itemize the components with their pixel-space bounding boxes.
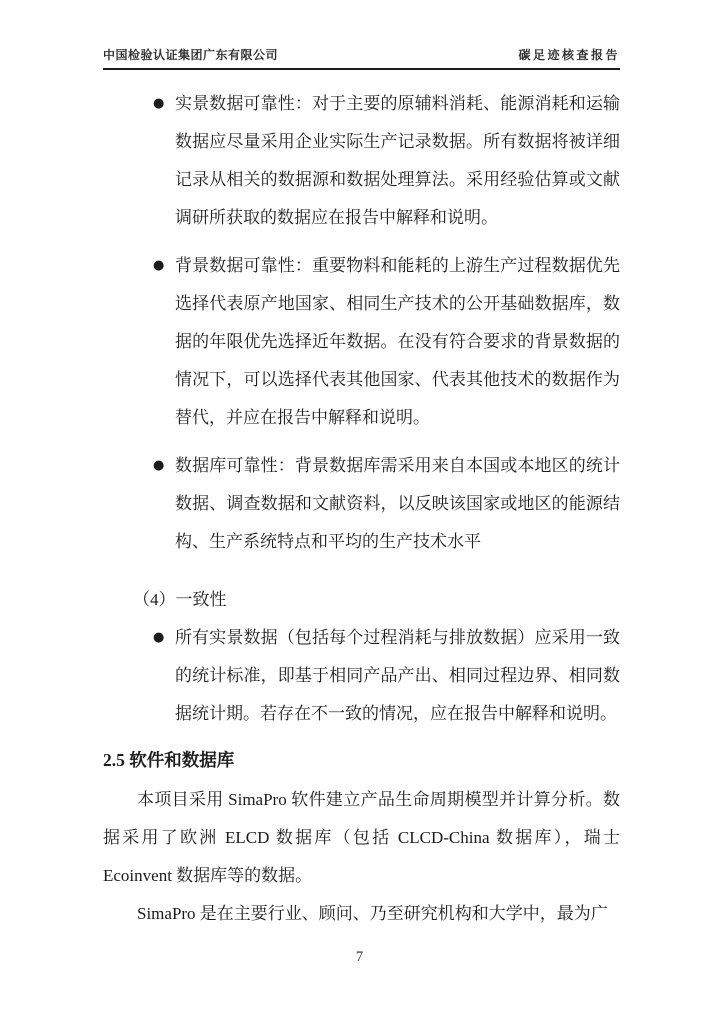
list-item: [103, 447, 620, 561]
consistency-subheading: （4）一致性: [133, 590, 227, 609]
document-body: [103, 85, 620, 933]
bullet-icon: ●: [153, 258, 165, 273]
paragraph-simapro-model: 本项目采用 SimaPro 软件建立产品生命周期模型并计算分析。数据采用了欧洲 ELCD 数据库（包括 CLCD-China 数据库），瑞士 Ecoinvent 数据库等的数据。: [103, 790, 620, 885]
bullet-icon: ●: [153, 458, 165, 473]
consistency-bullet-list: [103, 619, 620, 733]
page-header: [103, 46, 620, 70]
bullet-icon: ●: [153, 630, 165, 645]
reliability-bullet-list: [103, 85, 620, 561]
bullet-text-consistency: 所有实景数据（包括每个过程消耗与排放数据）应采用一致的统计标准，即基于相同产品产出、相同过程边界、相同数据统计期。若存在不一致的情况，应在报告中解释和说明。: [175, 628, 620, 723]
bullet-text-foreground-data: 实景数据可靠性：对于主要的原辅料消耗、能源消耗和运输数据应尽量采用企业实际生产记录数据。所有数据将被详细记录从相关的数据源和数据处理算法。采用经验估算或文献调研所获取的数据应在报告中解释和说明。: [175, 94, 620, 227]
section-heading-software-and-databases: 2.5 软件和数据库: [103, 750, 235, 770]
list-item: [103, 85, 620, 237]
paragraph-simapro-usage: SimaPro 是在主要行业、顾问、乃至研究机构和大学中，最为广: [137, 904, 608, 923]
list-item: [103, 619, 620, 733]
list-item: [103, 247, 620, 437]
page-number: 7: [355, 949, 364, 965]
header-report-title: 碳足迹核查报告: [518, 48, 620, 62]
bullet-icon: ●: [153, 96, 165, 111]
bullet-text-database-reliability: 数据库可靠性：背景数据库需采用来自本国或本地区的统计数据、调查数据和文献资料，以反映该国家或地区的能源结构、生产系统特点和平均的生产技术水平: [175, 456, 620, 551]
bullet-text-background-data: 背景数据可靠性：重要物料和能耗的上游生产过程数据优先选择代表原产地国家、相同生产技术的公开基础数据库，数据的年限优先选择近年数据。在没有符合要求的背景数据的情况下，可以选择代表其他国家、代表其他技术的数据作为替代，并应在报告中解释和说明。: [175, 256, 620, 427]
header-company-name: 中国检验认证集团广东有限公司: [103, 48, 279, 62]
